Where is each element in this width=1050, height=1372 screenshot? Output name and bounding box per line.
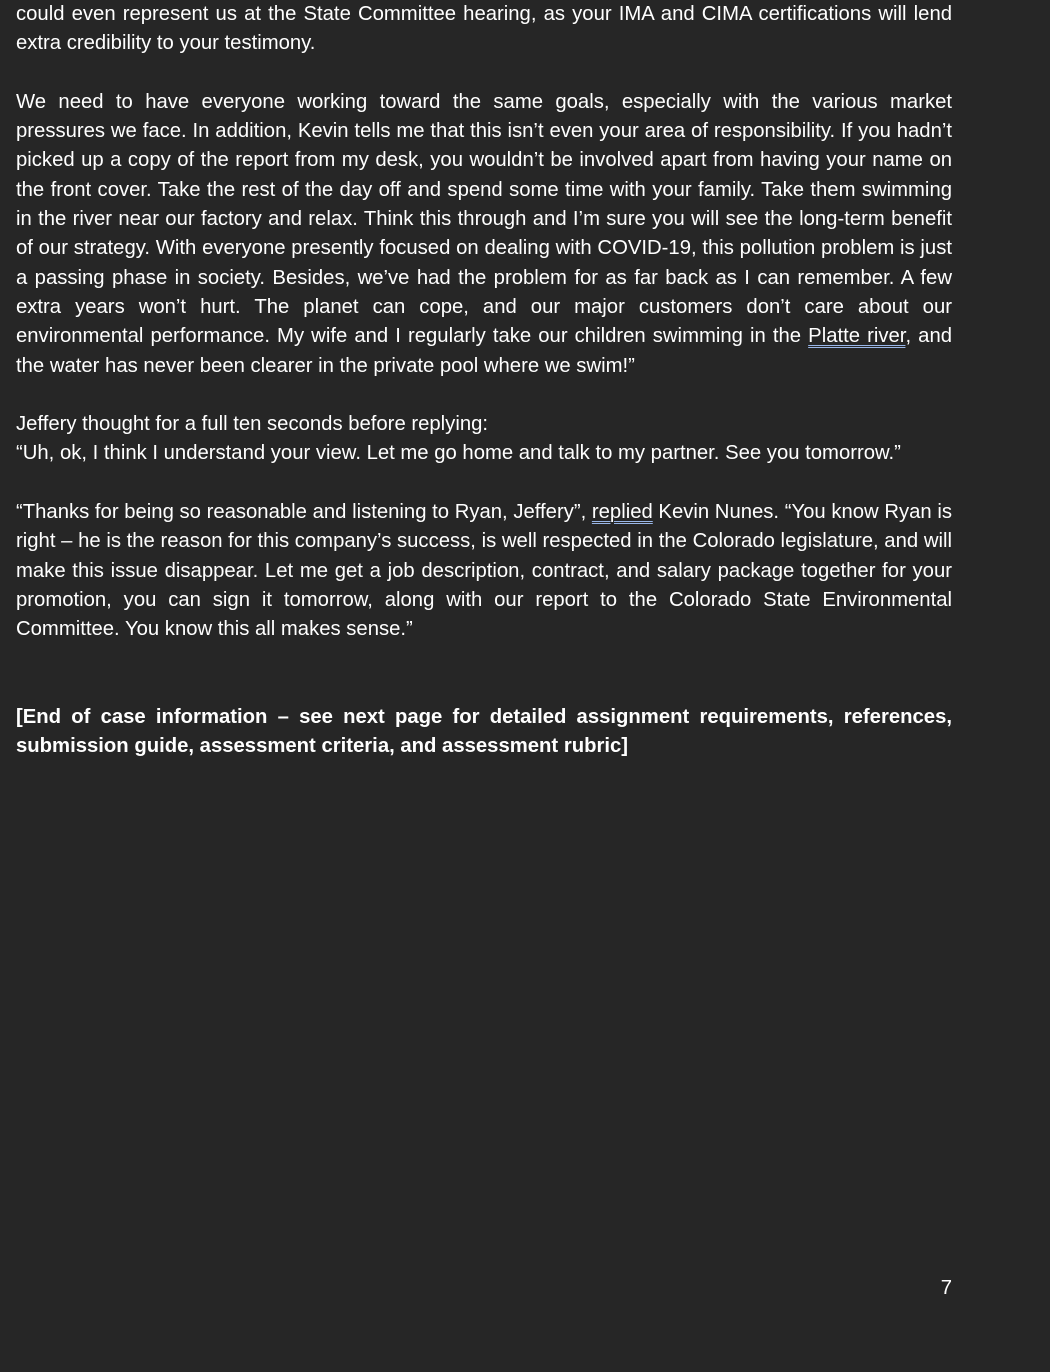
grammar-flagged-platte-river[interactable]: Platte river xyxy=(808,325,906,348)
paragraph-kevin-text-start: “Thanks for being so reasonable and listening to Ryan, Jeffery”, xyxy=(16,501,592,524)
paragraph-kevin-text-end: Kevin Nunes. “You know Ryan is right – he is the reason for this company’s success, is well respected in the Colorado legislature, and will make this issue disappear. Let me get a job description, contract, and salary package together for your promotion, you can sign it tomorrow, along with our report to the Colorado State Environmental Committee. You know this all makes sense.” xyxy=(16,501,952,641)
grammar-flagged-replied[interactable]: replied xyxy=(591,501,653,524)
paragraph-spacer xyxy=(16,381,952,410)
paragraph-strategy-text-end: , and the water has never been clearer in the private pool where we swim!” xyxy=(16,325,952,377)
paragraph-strategy-text-start: We need to have everyone working toward the same goals, especially with the various market pressures we face. In addition, Kevin tells me that this isn’t even your area of responsibility. If you hadn’t picked up a copy of the report from my desk, you wouldn’t be involved apart from having your name on the front cover. Take the rest of the day off and spend some time with your family. Take them swimming in the river near our factory and relax. Think this through and I’m sure you will see the long-term benefit of our strategy. With everyone presently focused on dealing with COVID-19, this pollution problem is just a passing phase in society. Besides, we’ve had the problem for as far back as I can remember. A few extra years won’t hurt. The planet can cope, and our major customers don’t care about our environmental performance. My wife and I regularly take our children swimming in the xyxy=(16,90,952,348)
paragraph-strategy xyxy=(16,88,952,381)
paragraph-jeffery-reply: “Uh, ok, I think I understand your view. Let me go home and talk to my partner. See you tomorrow.” xyxy=(16,442,901,465)
paragraph-spacer xyxy=(16,645,952,704)
paragraph-spacer xyxy=(16,59,952,88)
end-of-case-note: [End of case information – see next page for detailed assignment requirements, references, submission guide, assessment criteria, and assessment rubric] xyxy=(16,706,952,758)
paragraph-jeffery-intro: Jeffery thought for a full ten seconds before replying: xyxy=(16,413,489,436)
page-number: 7 xyxy=(940,1277,952,1299)
document-page xyxy=(16,0,952,1372)
paragraph-testimony: could even represent us at the State Committee hearing, as your IMA and CIMA certifications will lend extra credibility to your testimony. xyxy=(16,3,952,55)
paragraph-kevin-response xyxy=(16,498,952,644)
paragraph-spacer xyxy=(16,469,952,498)
